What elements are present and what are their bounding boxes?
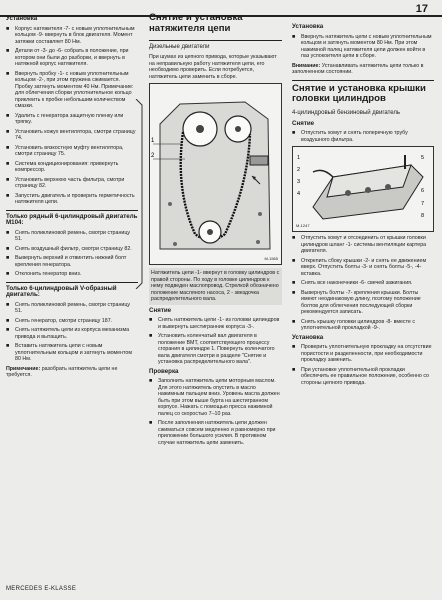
figure-caption: Натяжитель цепи -1- ввернут в головку цилиндров с правой стороны. По ходу в головке цилиндров к нему подведен маслопровод. Стрелкой обозначено положение масляного насоса, 2 - звездочка распределительного вала. [149,268,282,305]
figure-timing-chain [149,83,282,265]
list-item: ■ Установить кожух вентилятора, смотри страницу 74. [6,129,138,142]
list-item: ■ Снять натяжитель цепи из корпуса механизма привода и вытащить. [6,327,138,340]
list-item: ■ Снять поликлиновой ремень, смотри страницу 51. [6,302,138,315]
list-item: ■ Заполнить натяжитель цепи моторным маслом. Для этого натяжитель опустить в масло нажимным пальцем вниз. Уровень масла должен быть при этом выше бурта на шестигранном корпусе. Нажать с помощью пресса нажимной палец со скоростью 7–10 раз. [149,378,282,417]
divider [6,210,138,211]
list-item: ■ Снять все наконечники -6- свечей зажигания. [292,280,434,287]
section-title-removal: Снятие [149,306,172,314]
note-label: Примечание: [6,365,41,372]
list-item: ■ Снять генератор, смотри страницу 187. [6,318,138,325]
list-item: ■ После заполнения натяжитель цепи должен сжиматься совсем медленно и равномерно при приложении большого усилия. В противном случае натяжитель цепи заменить. [149,420,282,446]
list-item: ■ При установке уплотнительной прокладки обеспечить ее правильное положение, особенно со стороны цепного привода. [292,367,434,387]
list-item: ■ Корпус натяжителя -7- с новым уплотнительным кольцом -9- ввернуть в блок двигателя. Момент затяжки составляет 80 Нм. [6,26,138,46]
figure-label: 5 [421,155,425,162]
figure-code: M-1565 [264,255,278,261]
list-item: ■ Ввернуть натяжитель цепи с новым уплотнительным кольцом и затянуть моментом 80 Нм. При этом нажимной палец натяжителя цепи должен войти в паз успокоителя цепи в сборе. [292,34,434,60]
footer-title: MERCEDES E-KLASSE [6,586,77,592]
figure-code: M-1247 [296,222,310,228]
section-title-removal: Снятие [292,119,315,127]
list-item: ■ Детали от -3- до -6- собрать в положение, при котором они были до разборки, и ввернуть в натяжной корпус натяжителя. [6,48,138,68]
list-item: ■ Удалить с генератора защитную пленку или тряпку. [6,113,138,126]
figure-label: 1 [297,155,301,162]
figure-label: 8 [421,213,425,220]
figure-label: 7 [421,201,425,208]
list-item: ■ Открепить сбоку крышки -2- и снять ее движением вверх. Отпустить болты -3- и снять болты -5-, -4- вставка. [292,258,434,278]
section-title-install: Установка [6,15,38,22]
column-middle [149,10,282,449]
list-item: ■ Отпустить хомут и снять поперечную трубу воздушного фильтра. [292,130,434,143]
figure-label: 4 [297,191,301,198]
timing-chain-diagram [150,84,281,262]
list-item: ■ Система кондиционирования: привернуть компрессор. [6,161,138,174]
subtitle-engine: 4-цилиндровый бензиновый двигатель [292,110,401,117]
figure-label: 2 [297,167,301,174]
list-item: ■ Отпустить хомут и отсоединить от крышки головки цилиндров шланг -1- системы вентиляции картера двигателя. [292,235,434,255]
section-title-install: Установка [292,333,324,341]
section-title-v6: Только 6-цилиндровый V-образный двигатель: [6,284,117,298]
figure-label: 3 [297,179,301,186]
list-item: ■ Проверить уплотнительную прокладку на отсутствие пористости и разделенности, при необходимости прокладку заменить. [292,344,434,364]
list-item: ■ Вывернуть верхний и отвинтить нижний болт крепления генератора. [6,255,138,268]
list-item: ■ Ввернуть пробку -1- с новым уплотнительным кольцом -2-, при этом пружина сжимается. Пробку затянуть моментом 40 Нм. Примечание: для облегчения сборки уплотнительное кольцо приклеить к пробке небольшим количеством смазки. [6,71,138,110]
column-right [292,10,434,389]
page-number: 17 [415,3,428,15]
note-text: Устанавливать натяжитель цепи только в заполненном состоянии. [292,62,424,75]
list-item: ■ Вывернуть болты -7- крепления крышки. Болты имеют неодинаковую длину, поэтому положение болтов для облегчения последующей сборки рекомендуется записать. [292,290,434,316]
list-item: ■ Снять поликлиновой ремень, смотри страницу 51. [6,230,138,243]
column-left [6,10,138,382]
note-label: Внимание: [292,62,321,69]
divider [149,40,282,41]
list-item: ■ Снять крышку головки цилиндров -8- вместе с уплотнительной прокладкой -9-. [292,319,434,332]
intro-paragraph: При шумах из цепного привода, которые указывают на неправильную работу натяжителя цепи, его необходимо проверить. Если потребуется, натяжитель цепи заменить в сборе. [149,54,277,80]
list-item: ■ Отклонить генератор вниз. [6,271,138,278]
list-item: ■ Вставить натяжитель цепи с новым уплотнительным кольцом и затянуть моментом 80 Нм. [6,343,138,363]
list-item: ■ Снять натяжитель цепи -1- из головки цилиндров и вывернуть шестигранник корпуса -3-. [149,317,282,330]
svg-text:1: 1 [151,138,155,145]
head-cover-diagram [293,147,433,229]
section-title-m104: Только рядный 6-цилиндровый двигатель М104: [6,212,138,226]
note-text: разобрать натяжитель цепи не требуется. [6,365,118,378]
list-item: ■ Установить вязкостную муфту вентилятора, смотри страницу 75. [6,145,138,158]
figure-head-cover [292,146,434,232]
warning-note [292,63,434,76]
figure-label: 6 [421,188,425,195]
section-title-install: Установка [292,23,324,30]
section-title-head-cover: Снятие и установка крышки головки цилиндров [292,82,426,105]
note [6,366,138,379]
subtitle-diesel: Дизельные двигатели [149,43,210,50]
list-item: ■ Установить верхнюю часть фильтра, смотри страницу 82. [6,177,138,190]
section-title-check: Проверка [149,367,179,375]
margin-bracket [134,99,144,289]
section-title-chain-tensioner: Снятие и установка натяжителя цепи [149,12,243,34]
list-item: ■ Снять воздушный фильтр, смотри страницу 82. [6,246,138,253]
divider [6,282,138,283]
list-item: ■ Запустить двигатель и проверить герметичность натяжителя цепи. [6,193,138,206]
svg-text:2: 2 [151,153,155,160]
divider [292,80,434,81]
list-item: ■ Установить коленчатый вал двигателя в положение ВМТ, соответствующего процессу сгорания в цилиндре 1. Повернуть коленчатого вала двигателя смотри в разделе "Снятие и установка распределительного вала". [149,333,282,366]
